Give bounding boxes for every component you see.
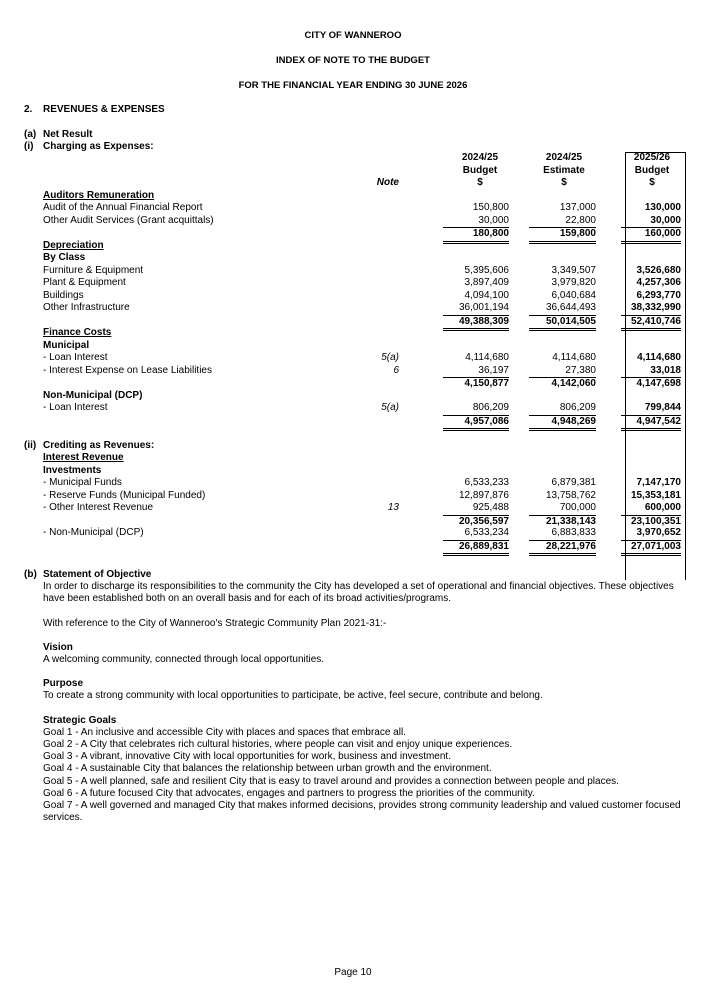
subtotal-value: 50,014,505 (529, 315, 596, 332)
subtotal-value: 23,100,351 (621, 515, 681, 529)
budget-2024-value: 6,533,234 (464, 527, 509, 538)
total-value: 4,957,086 (443, 415, 509, 432)
goal-item: Goal 3 - A vibrant, innovative City with local opportunities for work, business and investment. (43, 751, 451, 763)
finance-costs-heading: Finance Costs (43, 327, 112, 338)
subsection-a-marker: (a) (24, 129, 37, 140)
table-row (24, 290, 686, 303)
note-reference: 13 (387, 502, 399, 513)
row-label: - Municipal Funds (43, 477, 122, 488)
municipal-heading: Municipal (43, 339, 90, 351)
table-row (24, 215, 686, 228)
vision-heading: Vision (43, 641, 73, 653)
objective-intro: In order to discharge its responsibilities to the community the City has developed a set of operational and financial objectives. These objectives have been established both on an overall basis and for each of its broad activities/programs. (43, 581, 674, 605)
total-value: 26,889,831 (443, 540, 509, 557)
strategic-plan-reference: With reference to the City of Wanneroo's Strategic Community Plan 2021-31:- (43, 617, 387, 629)
note-reference: 6 (393, 364, 399, 376)
subsection-b-title: Statement of Objective (43, 569, 152, 580)
col3-unit: $ (649, 177, 655, 188)
budget-2025-value: 7,147,170 (636, 477, 681, 488)
subtotal-row (24, 227, 686, 240)
budget-2025-value: 4,114,680 (637, 352, 681, 363)
row-label: Plant & Equipment (43, 277, 126, 288)
table-row (24, 390, 686, 403)
statement-of-objective (24, 569, 686, 824)
subtotal-value: 180,800 (443, 227, 509, 244)
strategic-goals-heading: Strategic Goals (43, 714, 117, 726)
table-row (24, 365, 686, 378)
subtotal-row (24, 377, 686, 390)
subtotal-value: 20,356,597 (443, 515, 509, 529)
budget-2025-value: 30,000 (650, 214, 681, 226)
table-row (24, 265, 686, 278)
total-value: 27,071,003 (621, 540, 681, 557)
row-label: Buildings (43, 289, 84, 301)
subsection-i-marker: (i) (24, 141, 34, 152)
vision-text: A welcoming community, connected through local opportunities. (43, 654, 325, 666)
table-row (24, 352, 686, 365)
subsection-a-title: Net Result (43, 129, 93, 140)
by-class-heading: By Class (43, 252, 86, 263)
subtotal-value: 160,000 (621, 227, 681, 244)
col3-type: Budget (634, 164, 670, 176)
table-row (24, 527, 686, 540)
table-row (24, 465, 686, 478)
subtotal-value: 4,150,877 (443, 377, 509, 391)
goal-item: Goal 5 - A well planned, safe and resilient City that is easy to travel around and provides a connection between people and places. (43, 775, 619, 787)
estimate-2024-value: 137,000 (559, 202, 596, 213)
col1-year: 2024/25 (461, 152, 499, 163)
estimate-2024-value: 3,979,820 (551, 277, 596, 288)
row-label: Audit of the Annual Financial Report (43, 202, 203, 213)
note-reference: 5(a) (381, 352, 399, 363)
subtotal-value: 21,338,143 (529, 515, 596, 529)
subtotal-row (24, 315, 686, 328)
col1-type: Budget (462, 164, 498, 176)
col3-year: 2025/26 (633, 152, 671, 163)
subtotal-value: 52,410,746 (621, 315, 681, 332)
col2-type: Estimate (543, 164, 585, 176)
row-label: - Non-Municipal (DCP) (43, 527, 144, 538)
budget-2024-value: 806,209 (472, 402, 509, 413)
table-row (24, 502, 686, 515)
non-municipal-heading: Non-Municipal (DCP) (43, 389, 143, 401)
budget-2024-value: 36,197 (478, 364, 509, 376)
column-header-row (24, 152, 686, 165)
estimate-2024-value: 700,000 (559, 502, 596, 513)
col2-year: 2024/25 (545, 152, 583, 163)
estimate-2024-value: 4,114,680 (552, 352, 596, 363)
goal-item: Goal 1 - An inclusive and accessible City with places and spaces that embrace all. (43, 726, 406, 738)
document-subtitle: INDEX OF NOTE TO THE BUDGET (276, 55, 430, 66)
budget-2025-value: 6,293,770 (636, 289, 681, 301)
budget-2024-value: 12,897,876 (458, 489, 509, 501)
table-row (24, 252, 686, 265)
table-row (24, 327, 686, 340)
subtotal-value: 159,800 (529, 227, 596, 244)
budget-2024-value: 36,001,194 (458, 302, 509, 313)
table-row (24, 302, 686, 315)
table-row (24, 190, 686, 203)
subsection-i-title: Charging as Expenses: (43, 141, 154, 152)
subsection-ii-title: Crediting as Revenues: (43, 439, 155, 451)
estimate-2024-value: 6,883,833 (551, 527, 596, 538)
budget-2025-value: 3,970,652 (636, 527, 681, 538)
estimate-2024-value: 36,644,493 (545, 302, 596, 313)
budget-2024-value: 925,488 (472, 502, 509, 513)
budget-2025-value: 799,844 (644, 402, 681, 413)
budget-2025-value: 600,000 (644, 502, 681, 513)
note-column-header: Note (376, 177, 399, 188)
estimate-2024-value: 6,040,684 (551, 289, 596, 301)
estimate-2024-value: 27,380 (565, 364, 596, 376)
row-label: Other Infrastructure (43, 302, 130, 313)
depreciation-heading: Depreciation (43, 239, 104, 251)
budget-2025-value: 130,000 (644, 202, 681, 213)
table-row (24, 340, 686, 353)
estimate-2024-value: 22,800 (565, 214, 596, 226)
subtotal-row (24, 515, 686, 528)
note-reference: 5(a) (381, 402, 399, 413)
budget-2024-value: 4,094,100 (464, 289, 509, 301)
budget-2025-value: 3,526,680 (636, 264, 681, 276)
row-label: Other Audit Services (Grant acquittals) (43, 214, 214, 226)
purpose-heading: Purpose (43, 678, 84, 690)
table-row (24, 440, 686, 453)
budget-2025-value: 38,332,990 (630, 302, 681, 313)
row-label: - Other Interest Revenue (43, 502, 154, 513)
budget-2025-value: 4,257,306 (636, 277, 681, 288)
row-label: - Interest Expense on Lease Liabilities (43, 364, 212, 376)
estimate-2024-value: 13,758,762 (545, 489, 596, 501)
section-number: 2. (24, 104, 33, 115)
total-row (24, 415, 686, 428)
page-number: Page 10 (334, 967, 372, 978)
total-value: 4,947,542 (621, 415, 681, 432)
subtotal-value: 4,147,698 (621, 377, 681, 391)
col1-unit: $ (477, 177, 483, 188)
total-row (24, 540, 686, 553)
goal-item: Goal 4 - A sustainable City that balances the relationship between urban growth and the environment. (43, 763, 492, 775)
estimate-2024-value: 806,209 (559, 402, 596, 413)
goal-item: Goal 7 - A well governed and managed City that makes informed decisions, provides strong community leadership and valued customer focused services. (43, 800, 681, 824)
subsection-ii-marker: (ii) (24, 439, 37, 451)
section-title: REVENUES & EXPENSES (43, 104, 165, 115)
budget-2025-value: 15,353,181 (630, 489, 681, 501)
interest-revenue-heading: Interest Revenue (43, 452, 124, 463)
budget-2024-value: 5,395,606 (464, 264, 509, 276)
goal-item: Goal 2 - A City that celebrates rich cultural histories, where people can visit and enjoy unique experiences. (43, 739, 513, 751)
total-value: 28,221,976 (529, 540, 596, 557)
budget-2024-value: 30,000 (478, 214, 509, 226)
total-value: 4,948,269 (529, 415, 596, 432)
row-label: - Loan Interest (43, 352, 108, 363)
budget-2024-value: 6,533,233 (464, 477, 509, 488)
table-row (24, 202, 686, 215)
table-row (24, 452, 686, 465)
subtotal-value: 4,142,060 (529, 377, 596, 391)
purpose-text: To create a strong community with local opportunities to participate, be active, feel secure, contribute and belong. (43, 690, 543, 702)
financial-year-heading: FOR THE FINANCIAL YEAR ENDING 30 JUNE 2026 (238, 80, 468, 91)
table-row (24, 402, 686, 415)
col2-unit: $ (561, 177, 567, 188)
table-row (24, 477, 686, 490)
financial-table (24, 152, 686, 552)
estimate-2024-value: 6,879,381 (551, 477, 596, 488)
table-row (24, 240, 686, 253)
table-row (24, 277, 686, 290)
budget-2024-value: 4,114,680 (465, 352, 509, 363)
document-title: CITY OF WANNEROO (304, 30, 402, 41)
row-label: - Reserve Funds (Municipal Funded) (43, 489, 206, 501)
investments-heading: Investments (43, 464, 102, 476)
budget-2024-value: 3,897,409 (464, 277, 509, 288)
auditors-heading: Auditors Remuneration (43, 189, 155, 201)
subsection-b-marker: (b) (24, 569, 37, 580)
row-label: Furniture & Equipment (43, 264, 144, 276)
table-row (24, 490, 686, 503)
estimate-2024-value: 3,349,507 (551, 264, 596, 276)
subtotal-value: 49,388,309 (443, 315, 509, 332)
row-label: - Loan Interest (43, 402, 108, 413)
goal-item: Goal 6 - A future focused City that advocates, engages and partners to progress the priorities of the community. (43, 787, 535, 799)
budget-2024-value: 150,800 (472, 202, 509, 213)
budget-2025-value: 33,018 (650, 364, 681, 376)
